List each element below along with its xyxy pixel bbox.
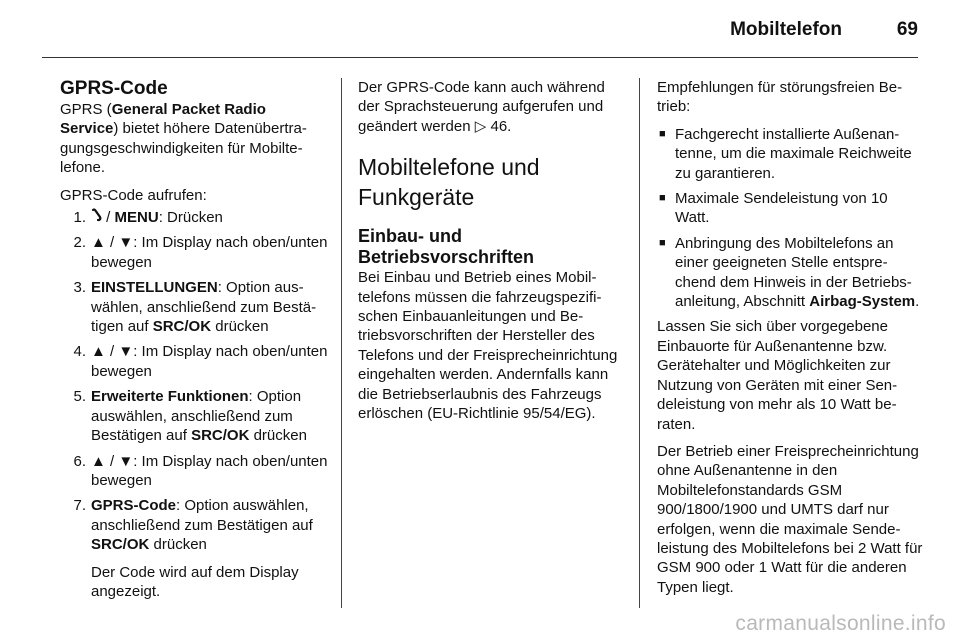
gprs-intro: GPRS (General Packet Radio Service) bietet höhere Datenübertragungsgeschwindigkeiten für Mobiltelefone. — [60, 101, 307, 177]
bullet-list — [657, 125, 923, 312]
column-1 — [60, 78, 328, 607]
page-title: Mobiltelefon — [730, 19, 842, 40]
page-number: 69 — [896, 19, 918, 40]
page-reference-icon: ▷ — [474, 117, 487, 135]
bullet-square-icon: ■ — [659, 236, 666, 249]
arrow-up-down-icon: ▲ / ▼ — [91, 452, 134, 470]
list-item: ■ Maximale Sendeleistung von 10 Watt. — [659, 190, 888, 227]
arrow-up-down-icon: ▲ / ▼ — [91, 234, 134, 252]
step-list — [60, 208, 328, 601]
section-heading-gprs-code: GPRS-Code — [60, 78, 168, 99]
arrow-up-down-icon: ▲ / ▼ — [91, 343, 134, 361]
list-item: 3. EINSTELLUNGEN: Option auswählen, anschließend zum Bestätigen auf SRC/OK drücken — [73, 279, 317, 336]
gprs-voice-note: Der GPRS-Code kann auch während der Sprachsteuerung aufgerufen und geändert werden ▷ 46. — [358, 79, 605, 135]
bullet-square-icon: ■ — [659, 192, 666, 205]
column-2 — [358, 78, 624, 431]
step-note: Der Code wird auf dem Display angezeigt. — [91, 563, 299, 600]
paragraph: Lassen Sie sich über vorgegebene Einbauorte für Außenantenne bzw. Gerätehalter und Möglichkeiten zur Nutzung von Geräten mit einer Sendeleistung von mehr als 10 Watt beraten. — [657, 318, 898, 433]
column-divider-2 — [639, 78, 640, 608]
phone-hook-icon — [91, 208, 102, 227]
paragraph: Der Betrieb einer Freisprecheinrichtung ohne Außenantenne in den Mobiltelefonstandards GSM 900/1800/1900 und UMTS darf nur erfolgen, wenn die maximale Sendeleistung des Mobiltelefons bei 2 Watt für GSM 900 oder 1 Watt für die anderen Typen liegt. — [657, 442, 923, 596]
page-header — [0, 0, 960, 58]
bullet-square-icon: ■ — [659, 127, 666, 140]
header-rule — [42, 57, 918, 58]
recommendations-intro: Empfehlungen für störungsfreien Betrieb: — [657, 79, 903, 116]
watermark: carmanualsonline.info — [735, 612, 946, 635]
list-item: ■ Fachgerecht installierte Außenantenne, um die maximale Reichweite zu garantieren. — [659, 125, 912, 182]
call-label: GPRS-Code aufrufen: — [60, 186, 207, 204]
list-item: 4. ▲ / ▼: Im Display nach oben/unten bewegen — [73, 343, 328, 380]
section-title: Mobiltelefone und Funkgeräte — [358, 154, 540, 211]
column-3 — [657, 78, 923, 605]
body-text: Bei Einbau und Betrieb eines Mobiltelefons müssen die fahrzeugspezifischen Einbauanleitungen und Betriebsvorschriften der Hersteller des Telefons und der Freisprecheinrichtung eingehalten werden. Andernfalls kann die Betriebserlaubnis des Fahrzeugs erlöschen (EU-Richtlinie 95/54/EG). — [358, 269, 618, 423]
list-item: ■ Anbringung des Mobiltelefons an einer geeigneten Stelle entsprechend dem Hinweis in der Betriebsanleitung, Abschnitt Airbag-System. — [659, 234, 920, 311]
column-divider-1 — [341, 78, 342, 608]
list-item: 2. ▲ / ▼: Im Display nach oben/unten bewegen — [73, 234, 328, 271]
subheading: Einbau- und Betriebsvorschriften — [358, 226, 535, 268]
list-item: 1. / MENU: Drücken — [73, 209, 223, 227]
list-item: 5. Erweiterte Funktionen: Option auswählen, anschließend zum Bestätigen auf SRC/OK drücken — [73, 388, 307, 445]
list-item: 7. GPRS-Code: Option auswählen, anschließend zum Bestätigen auf SRC/OK drücken Der Code wird auf dem Display angezeigt. — [60, 496, 328, 601]
list-item: 6. ▲ / ▼: Im Display nach oben/unten bewegen — [73, 452, 328, 489]
